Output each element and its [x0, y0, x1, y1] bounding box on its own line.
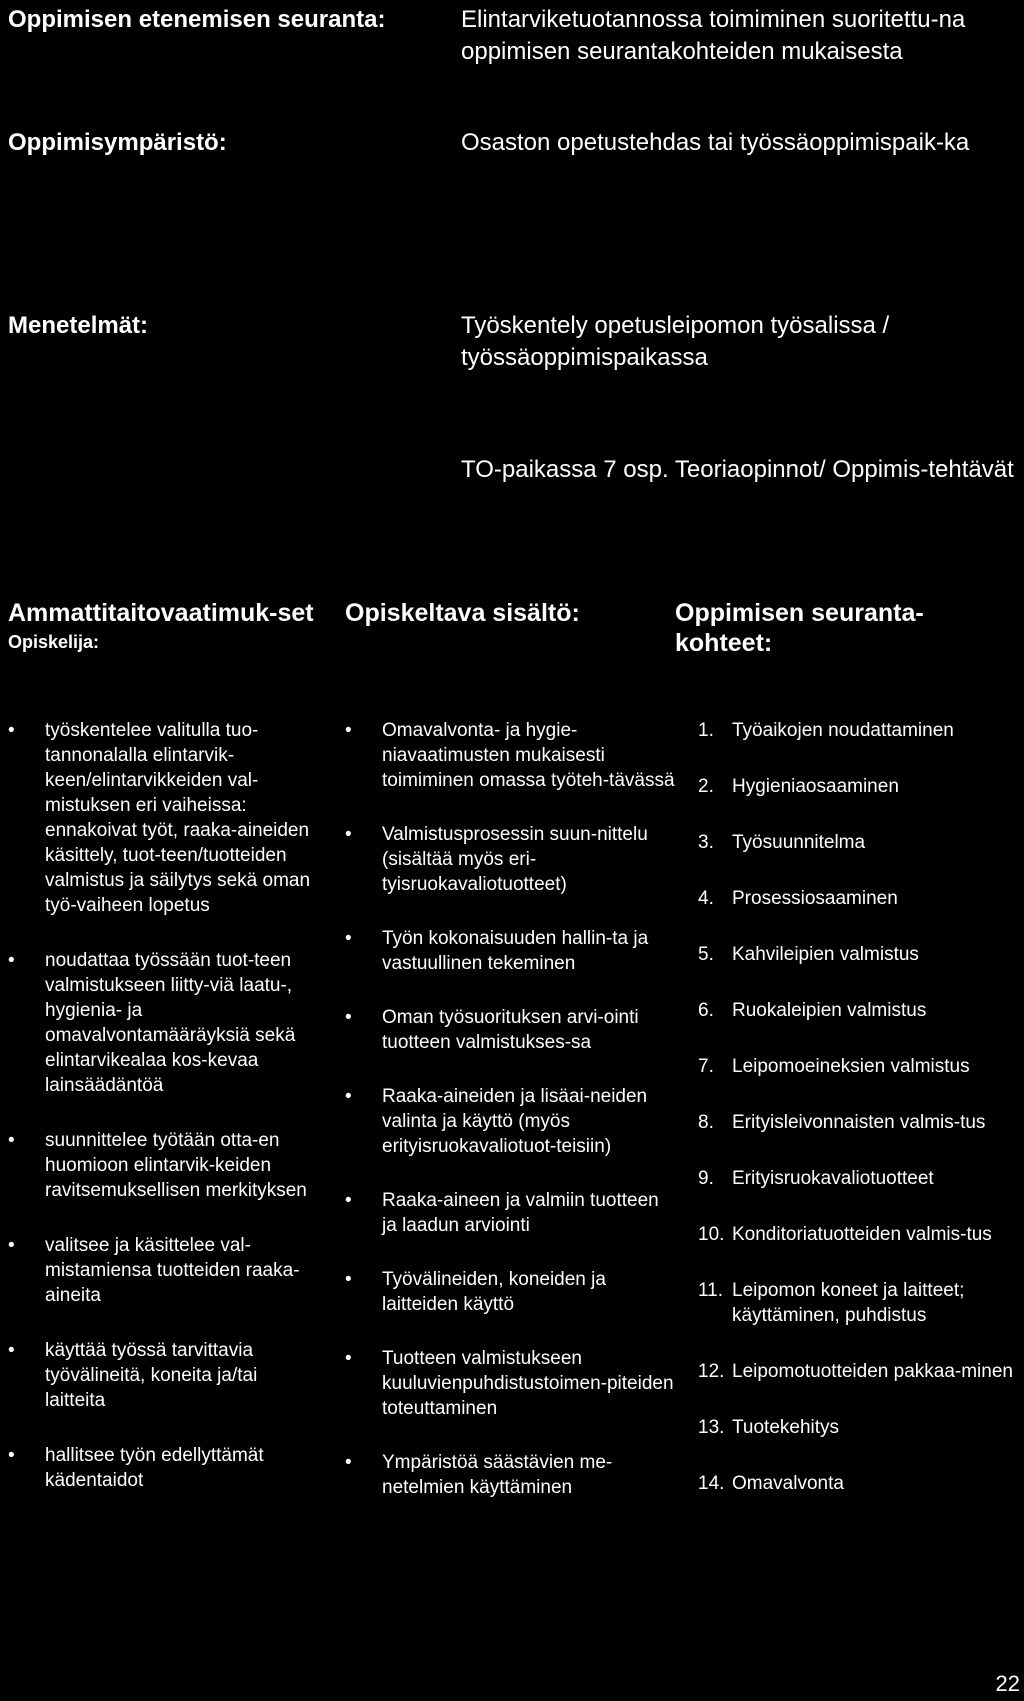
list-item-text: Oman työsuorituksen arvi-ointi tuotteen valmistukses-sa — [382, 1007, 639, 1053]
item-number: 9. — [698, 1168, 714, 1189]
environment-label: Oppimisympäristö: — [8, 129, 227, 156]
list-item — [698, 1222, 1024, 1247]
content-title: Opiskeltava sisältö: — [345, 599, 580, 627]
methods-value: Työskentely opetusleipomon työsalissa / työssäoppimispaikassa — [461, 312, 890, 371]
bullet-icon: • — [345, 928, 352, 949]
targets-list — [698, 718, 1024, 1527]
list-item-text: Ruokaleipien valmistus — [732, 1000, 927, 1021]
list-item-text: Työvälineiden, koneiden ja laitteiden käyttö — [382, 1269, 606, 1315]
list-item-text: noudattaa työssään tuot-teen valmistukseen liitty-viä laatu-, hygienia- ja omavalvontamääräyksiä sekä elintarvikealaa kos-kevaa lainsäädäntöä — [45, 950, 296, 1096]
list-item-text: Prosessiosaaminen — [732, 888, 898, 909]
bullet-icon: • — [345, 1190, 352, 1211]
list-item — [8, 1338, 313, 1413]
list-item-text: Valmistusprosessin suun-nittelu (sisältää myös eri-tyisruokavaliotuotteet) — [382, 824, 648, 895]
list-item — [345, 926, 675, 976]
item-number: 7. — [698, 1056, 714, 1077]
list-item-text: Erityisleivonnaisten valmis-tus — [732, 1112, 986, 1133]
list-item — [345, 718, 675, 793]
list-item — [8, 1128, 313, 1203]
list-item-text: Hygieniaosaaminen — [732, 776, 899, 797]
list-item — [345, 1346, 675, 1421]
page-number: 22 — [995, 1671, 1020, 1696]
list-item — [345, 1005, 675, 1055]
list-item — [8, 948, 313, 1098]
list-item-text: Työsuunnitelma — [732, 832, 866, 853]
list-item — [698, 998, 1024, 1023]
list-item-text: käyttää työssä tarvittavia työvälineitä, koneita ja/tai laitteita — [45, 1340, 258, 1411]
bullet-icon: • — [345, 1007, 352, 1028]
list-item-text: Tuotteen valmistukseen kuuluvienpuhdistustoimen-piteiden toteuttaminen — [382, 1348, 674, 1419]
methods-label: Menetelmät: — [8, 312, 149, 339]
item-number: 14. — [698, 1473, 725, 1494]
item-number: 10. — [698, 1224, 725, 1245]
list-item-text: Konditoriatuotteiden valmis-tus — [732, 1224, 992, 1245]
bullet-icon: • — [8, 1130, 15, 1151]
list-item — [698, 886, 1024, 911]
bullet-icon: • — [8, 1445, 15, 1466]
list-item — [698, 774, 1024, 799]
list-item — [698, 718, 1024, 743]
list-item-text: valitsee ja käsittelee val-mistamiensa tuotteiden raaka-aineita — [45, 1235, 300, 1306]
progress-value: Elintarviketuotannossa toimiminen suoritettu-na oppimisen seurantakohteiden mukaisesta — [461, 6, 966, 65]
list-item-text: Kahvileipien valmistus — [732, 944, 919, 965]
list-item-text: Ympäristöä säästävien me-netelmien käyttäminen — [382, 1452, 613, 1498]
item-number: 6. — [698, 1000, 714, 1021]
list-item-text: Työaikojen noudattaminen — [732, 720, 954, 741]
list-item — [345, 822, 675, 897]
item-number: 1. — [698, 720, 714, 741]
bullet-icon: • — [8, 1235, 15, 1256]
bullet-icon: • — [8, 950, 15, 971]
list-item — [8, 1233, 313, 1308]
list-item — [698, 1110, 1024, 1135]
list-item — [698, 942, 1024, 967]
bullet-icon: • — [345, 824, 352, 845]
list-item-text: Leipomoeineksien valmistus — [732, 1056, 970, 1077]
bullet-icon: • — [345, 720, 352, 741]
list-item-text: Erityisruokavaliotuotteet — [732, 1168, 934, 1189]
content-list — [345, 718, 675, 1529]
skills-list — [8, 718, 313, 1523]
skills-heading — [8, 598, 328, 653]
bullet-icon: • — [345, 1269, 352, 1290]
list-item-text: Tuotekehitys — [732, 1417, 840, 1438]
list-item — [345, 1267, 675, 1317]
list-item — [698, 830, 1024, 855]
item-number: 5. — [698, 944, 714, 965]
list-item-text: Työn kokonaisuuden hallin-ta ja vastuullinen tekeminen — [382, 928, 649, 974]
item-number: 11. — [698, 1280, 724, 1301]
item-number: 8. — [698, 1112, 714, 1133]
list-item-text: Leipomon koneet ja laitteet; käyttäminen, puhdistus — [732, 1280, 965, 1326]
list-item — [8, 718, 313, 918]
bullet-icon: • — [8, 720, 15, 741]
list-item — [8, 1443, 313, 1493]
item-number: 4. — [698, 888, 714, 909]
skills-subtitle: Opiskelija: — [8, 632, 100, 652]
list-item — [698, 1166, 1024, 1191]
list-item-text: Raaka-aineiden ja lisäai-neiden valinta ja käyttö (myös erityisruokavaliotuot-teisiin) — [382, 1086, 648, 1157]
item-number: 12. — [698, 1361, 725, 1382]
environment-value: Osaston opetustehdas tai työssäoppimispaik-ka — [461, 129, 970, 156]
item-number: 2. — [698, 776, 714, 797]
list-item — [698, 1415, 1024, 1440]
targets-title: Oppimisen seuranta-kohteet: — [675, 599, 924, 657]
list-item-text: hallitsee työn edellyttämät kädentaidot — [45, 1445, 264, 1491]
list-item — [698, 1278, 1024, 1328]
bullet-icon: • — [345, 1086, 352, 1107]
list-item-text: Raaka-aineen ja valmiin tuotteen ja laadun arviointi — [382, 1190, 659, 1236]
list-item — [698, 1471, 1024, 1496]
progress-label: Oppimisen etenemisen seuranta: — [8, 6, 386, 33]
item-number: 13. — [698, 1417, 725, 1438]
list-item-text: Leipomotuotteiden pakkaa-minen — [732, 1361, 1013, 1382]
list-item — [698, 1054, 1024, 1079]
list-item-text: Omavalvonta — [732, 1473, 844, 1494]
list-item-text: työskentelee valitulla tuo-tannonalalla elintarvik-keen/elintarvikkeiden val-mistuksen eri vaiheissa: ennakoivat työt, raaka-aineiden käsittely, tuot-teen/tuotteiden valmistus ja säilytys sekä oman työ-vaiheen lopetus — [45, 720, 311, 916]
bullet-icon: • — [8, 1340, 15, 1361]
bullet-icon: • — [345, 1348, 352, 1369]
list-item — [698, 1359, 1024, 1384]
item-number: 3. — [698, 832, 714, 853]
list-item-text: Omavalvonta- ja hygie-niavaatimusten mukaisesti toimiminen omassa työteh-tävässä — [382, 720, 675, 791]
list-item — [345, 1188, 675, 1238]
list-item — [345, 1450, 675, 1500]
list-item-text: suunnittelee työtään otta-en huomioon elintarvik-keiden ravitsemuksellisen merkityksen — [45, 1130, 307, 1201]
to-value: TO-paikassa 7 osp. Teoriaopinnot/ Oppimis-tehtävät — [461, 456, 1014, 483]
bullet-icon: • — [345, 1452, 352, 1473]
list-item — [345, 1084, 675, 1159]
skills-title: Ammattitaitovaatimuk-set — [8, 599, 314, 627]
